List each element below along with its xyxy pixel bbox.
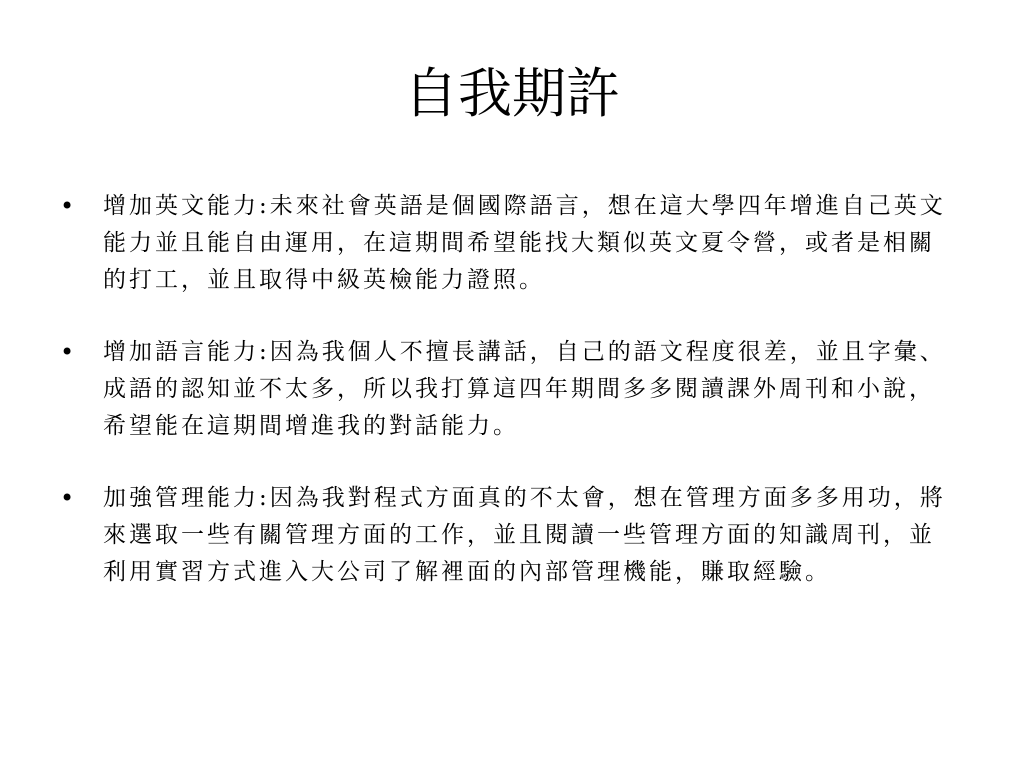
bullet-text: 加強管理能力:因為我對程式方面真的不太會，想在管理方面多多用功，將來選取一些有關管理方面的工作，並且閱讀一些管理方面的知識周刊，並利用實習方式進入大公司了解裡面的內部管理機能，賺取經驗。	[103, 485, 946, 585]
bullet-text: 增加語言能力:因為我個人不擅長講話，自己的語文程度很差，並且字彙、成語的認知並不太多，所以我打算這四年期間多多閱讀課外周刊和小說，希望能在這期間增進我的對話能力。	[103, 339, 946, 439]
bullet-marker-icon: •	[60, 192, 75, 220]
slide-title: 自我期許	[404, 62, 620, 125]
bullet-list	[60, 188, 960, 626]
bullet-marker-icon: •	[60, 338, 75, 366]
bullet-item-language	[60, 334, 960, 445]
bullet-text: 增加英文能力:未來社會英語是個國際語言，想在這大學四年增進自己英文能力並且能自由運用，在這期間希望能找大類似英文夏令營，或者是相關的打工，並且取得中級英檢能力證照。	[103, 193, 946, 293]
bullet-marker-icon: •	[60, 484, 75, 512]
bullet-item-management	[60, 480, 960, 591]
bullet-item-english	[60, 188, 960, 299]
